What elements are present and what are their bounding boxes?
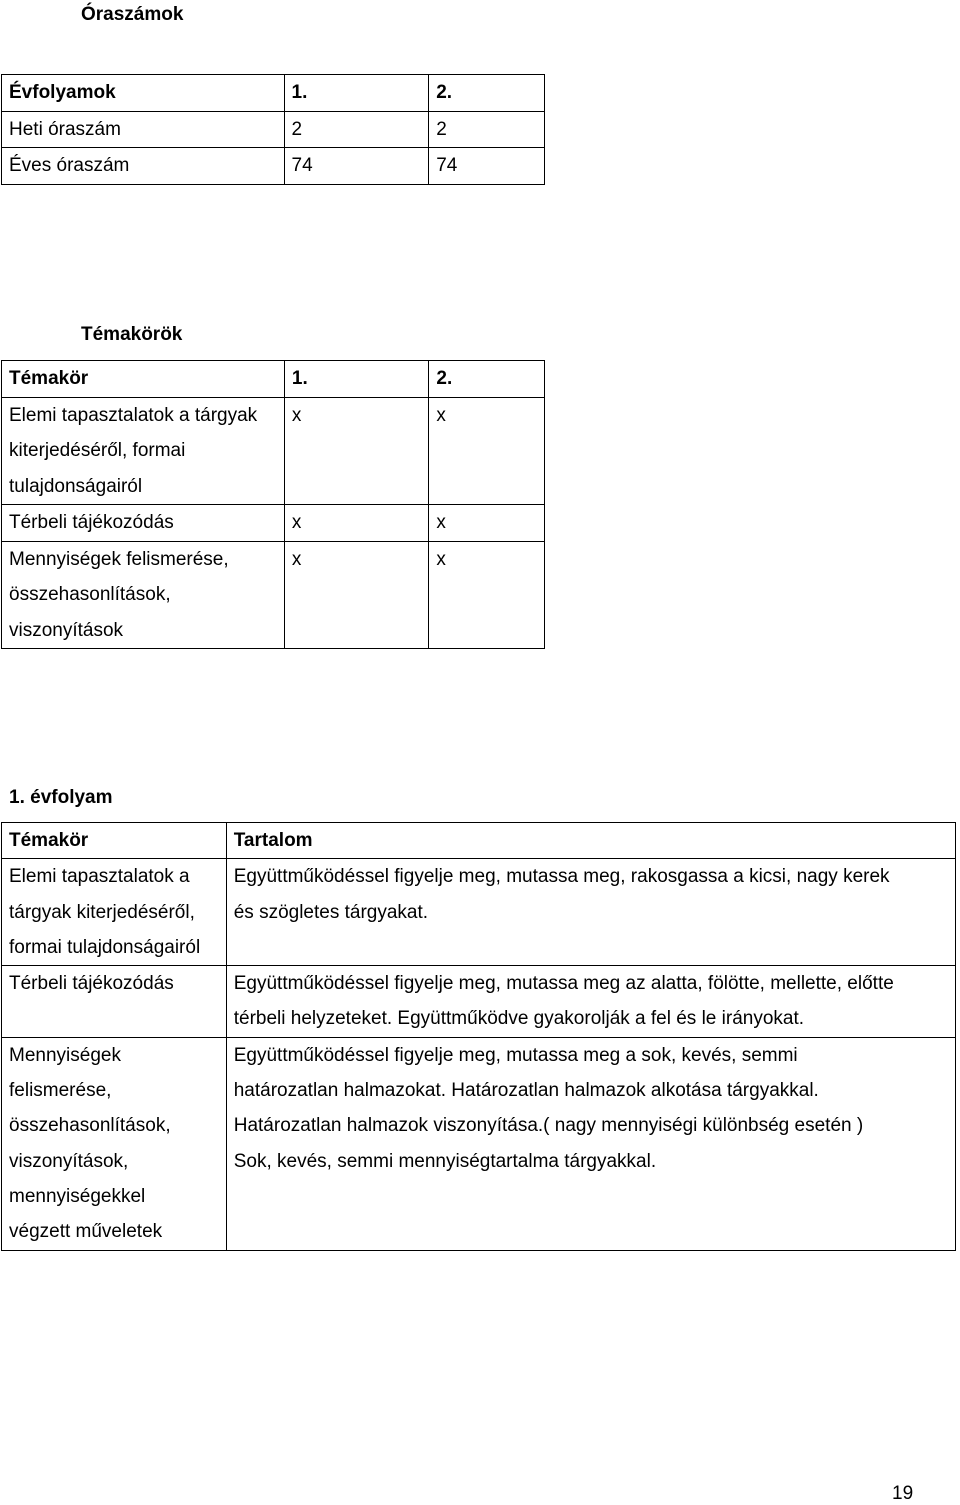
grade-mark: x — [429, 397, 545, 505]
section-title-oraszamok: Óraszámok — [81, 4, 184, 25]
table-row — [2, 859, 956, 966]
table-row — [2, 148, 545, 185]
header-cell: 1. — [284, 75, 429, 112]
header-cell: 1. — [284, 361, 428, 398]
content-line: és szögletes tárgyakat. — [233, 901, 429, 923]
section-title-temakorok: Témakörök — [81, 324, 183, 345]
grade-mark: x — [284, 541, 428, 649]
topic-line: Mennyiségek felismerése, — [9, 548, 229, 570]
table-cell: 74 — [284, 148, 429, 185]
grade-mark: x — [429, 541, 545, 649]
topic-line: tárgyak kiterjedéséről, — [9, 901, 195, 923]
section-title-evfolyam: 1. évfolyam — [9, 787, 113, 808]
table-header-row — [2, 361, 545, 398]
topic-line: mennyiségekkel — [9, 1185, 146, 1207]
content-line: Együttműködéssel figyelje meg, mutassa meg, rakosgassa a kicsi, nagy kerek — [233, 866, 890, 888]
table-row — [2, 111, 545, 148]
topic-line: összehasonlítások, — [9, 1115, 171, 1137]
topic-line: összehasonlítások, — [9, 584, 171, 605]
topic-line: Elemi tapasztalatok a tárgyak — [9, 404, 258, 426]
topic-line: viszonyítások, — [9, 1150, 129, 1172]
row-label: Heti óraszám — [2, 111, 285, 148]
table-row — [2, 505, 545, 542]
grade-mark: x — [429, 505, 545, 542]
table-header-row — [2, 75, 545, 112]
topic-cell — [2, 397, 285, 505]
table-row — [2, 541, 545, 649]
content-line: Sok, kevés, semmi mennyiségtartalma tárgyakkal. — [233, 1150, 657, 1172]
table-row — [2, 397, 545, 505]
hours-table — [1, 74, 545, 185]
topic-cell — [2, 1037, 227, 1250]
content-cell — [226, 859, 955, 966]
topic-cell — [2, 859, 227, 966]
grade-mark: x — [284, 397, 428, 505]
topic-line: Térbeli tájékozódás — [9, 512, 174, 533]
table-cell: 2 — [284, 111, 429, 148]
content-table — [1, 822, 956, 1251]
topic-cell — [2, 966, 227, 1038]
topic-line: Térbeli tájékozódás — [9, 973, 174, 995]
topic-cell — [2, 505, 285, 542]
topics-table — [1, 360, 545, 649]
content-line: térbeli helyzeteket. Együttműködve gyakorolják a fel és le irányokat. — [233, 1008, 805, 1030]
table-row — [2, 1037, 956, 1250]
header-cell: Évfolyamok — [2, 75, 285, 112]
header-cell: 2. — [429, 75, 545, 112]
topic-line: Mennyiségek — [9, 1044, 121, 1066]
grade-mark: x — [284, 505, 428, 542]
topic-line: végzett műveletek — [9, 1221, 163, 1243]
table-header-row — [2, 823, 956, 859]
topic-line: Elemi tapasztalatok a — [9, 866, 190, 888]
table-row — [2, 966, 956, 1038]
content-line: Együttműködéssel figyelje meg, mutassa meg az alatta, fölötte, mellette, előtte — [233, 973, 894, 995]
topic-line: formai tulajdonságairól — [9, 936, 201, 958]
topic-line: felismerése, — [9, 1080, 112, 1102]
header-cell: 2. — [429, 361, 545, 398]
content-line: Határozatlan halmazok viszonyítása.( nagy mennyiségi különbség esetén ) — [233, 1115, 864, 1137]
content-cell — [226, 966, 955, 1038]
header-cell: Témakör — [2, 823, 227, 859]
topic-line: tulajdonságairól — [9, 475, 143, 497]
topic-line: viszonyítások — [9, 619, 124, 641]
content-line: határozatlan halmazokat. Határozatlan halmazok alkotása tárgyakkal. — [233, 1080, 819, 1102]
content-line: Együttműködéssel figyelje meg, mutassa meg a sok, kevés, semmi — [233, 1044, 798, 1066]
topic-cell — [2, 541, 285, 649]
header-cell: Témakör — [2, 361, 285, 398]
header-cell: Tartalom — [226, 823, 955, 859]
table-cell: 2 — [429, 111, 545, 148]
topic-line: kiterjedéséről, formai — [9, 440, 186, 461]
row-label: Éves óraszám — [2, 148, 285, 185]
table-cell: 74 — [429, 148, 545, 185]
page-number: 19 — [892, 1483, 914, 1504]
content-cell — [226, 1037, 955, 1250]
